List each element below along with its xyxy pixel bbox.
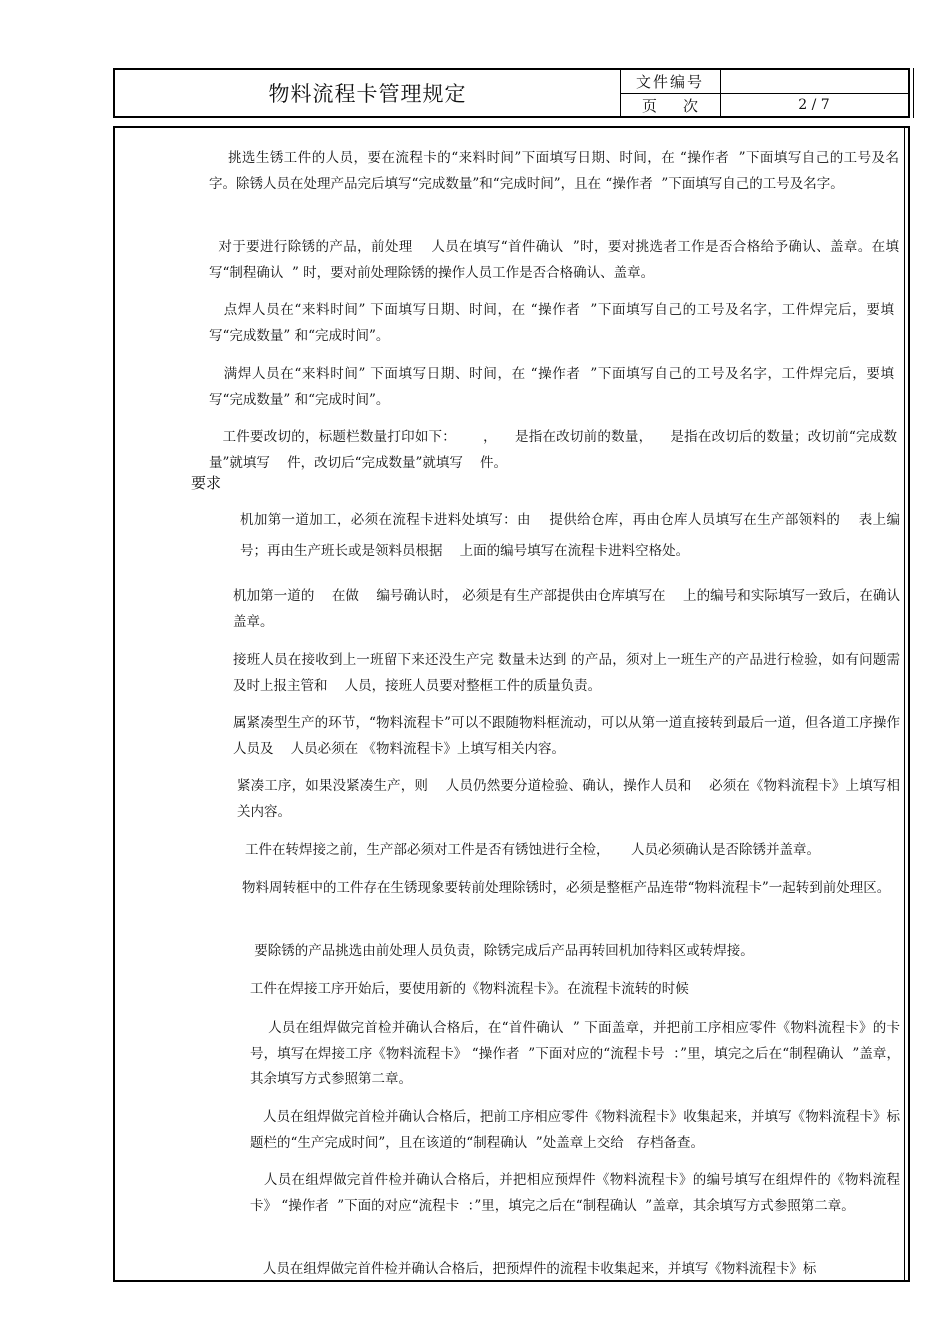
- paragraph-welding-new-card: 工件在焊接工序开始后，要使用新的《物料流程卡》。在流程卡流转的时候: [250, 981, 689, 997]
- paragraph-pre-welding-check: 工件在转焊接之前，生产部必须对工件是否有锈蚀进行全检， 人员必须确认是否除锈并盖章。: [245, 842, 820, 858]
- paragraph-shift-handover: 接班人员在接收到上一班留下来还没生产完 数量未达到 的产品，须对上一班生产的产品进行检验，如有问题需及时上报主管和 人员，接班人员要对整框工件的质量负责。: [233, 652, 900, 694]
- paragraph-first-machining-confirm: 机加第一道的 在做 编号确认时， 必须是有生产部提供由仓库填写在 上的编号和实际填写一致后，在确认盖章。: [233, 588, 900, 630]
- paragraph-compact-process: 紧凑工序，如果没紧凑生产，则 人员仍然要分道检验、确认，操作人员和 必须在《物料流程卡》上填写相关内容。: [237, 778, 900, 820]
- paragraph-first-machining: 机加第一道加工，必须在流程卡进料处填写：由 提供给仓库，再由仓库人员填写在生产部领料的 表上编号；再由生产班长或是领料员根据 上面的编号填写在流程卡进料空格处。: [240, 512, 900, 559]
- page-label-char-2: 次: [683, 96, 699, 115]
- doc-number-value: [720, 70, 908, 93]
- paragraph-prewelded-record: 人员在组焊做完首件检并确认合格后，并把相应预焊件《物料流程卡》的编号填写在组焊件的《物料流程卡》 “操作者 ”下面的对应“流程卡 ：”里，填完之后在“制程确认 ”盖章，其余填写方式参照第二章。: [250, 1172, 901, 1214]
- paragraph-rust-responsibility: 要除锈的产品挑选由前处理人员负责，除锈完成后产品再转回机加待料区或转焊接。: [250, 943, 754, 959]
- document-title: 物料流程卡管理规定: [268, 82, 467, 106]
- paragraph-prewelded-collect: 人员在组焊做完首件检并确认合格后，把预焊件的流程卡收集起来，并填写《物料流程卡》标: [250, 1261, 817, 1277]
- paragraph-full-welding: 满焊人员在“来料时间” 下面填写日期、时间，在 “操作者 ”下面填写自己的工号及名字，工件焊完后，要填写“完成数量” 和“完成时间”。: [209, 366, 894, 408]
- paragraph-rust-sorting: 挑选生锈工件的人员，要在流程卡的“来料时间”下面填写日期、时间，在 “操作者 ”下面填写自己的工号及名字。除锈人员在处理产品完后填写“完成数量”和“完成时间”，且在 “操作者 ”下面填写自己的工号及名字。: [209, 150, 900, 192]
- divider: [904, 128, 905, 1280]
- paragraph-rust-removal-confirm: 对于要进行除锈的产品，前处理 人员在填写“首件确认 ”时，要对挑选者工作是否合格给予确认、盖章。在填写“制程确认 ” 时，要对前处理除锈的操作人员工作是否合格确认、盖章。: [209, 239, 899, 281]
- paragraph-rust-transfer: 物料周转框中的工件存在生锈现象要转前处理除锈时，必须是整框产品连带“物料流程卡”一起转到前处理区。: [242, 880, 891, 896]
- divider: [913, 68, 914, 118]
- doc-number-label: 文件编号: [635, 73, 704, 91]
- paragraph-welding-archive: 人员在组焊做完首检并确认合格后，把前工序相应零件《物料流程卡》收集起来，并填写《物料流程卡》标题栏的“生产完成时间”，且在该道的“制程确认 ”处盖章上交给 存档备查。: [250, 1109, 901, 1151]
- section-label: 要求: [191, 474, 222, 492]
- paragraph-cutting: 工件要改切的，标题栏数量打印如下： ， 是指在改切前的数量， 是指在改切后的数量；改切前“完成数量”就填写 件，改切后“完成数量”就填写 件。: [209, 429, 898, 471]
- page-number: 2 / 7: [798, 97, 830, 113]
- paragraph-compact-production: 属紧凑型生产的环节，“物料流程卡”可以不跟随物料框流动，可以从第一道直接转到最后一道，但各道工序操作人员及 人员必须在 《物料流程卡》上填写相关内容。: [233, 715, 900, 757]
- paragraph-welding-first-check: 人员在组焊做完首检并确认合格后，在“首件确认 ” 下面盖章，并把前工序相应零件《物料流程卡》的卡号，填写在焊接工序《物料流程卡》 “操作者 ”下面对应的“流程卡号 ：”里，填完之后在“制程确认 ”盖章，其余填写方式参照第二章。: [250, 1020, 900, 1087]
- header-table: [113, 68, 910, 118]
- page-label-char-1: 页: [642, 96, 658, 115]
- page-label: [620, 94, 720, 116]
- paragraph-spot-welding: 点焊人员在“来料时间” 下面填写日期、时间，在 “操作者 ”下面填写自己的工号及名字，工件焊完后，要填写“完成数量” 和“完成时间”。: [209, 302, 894, 344]
